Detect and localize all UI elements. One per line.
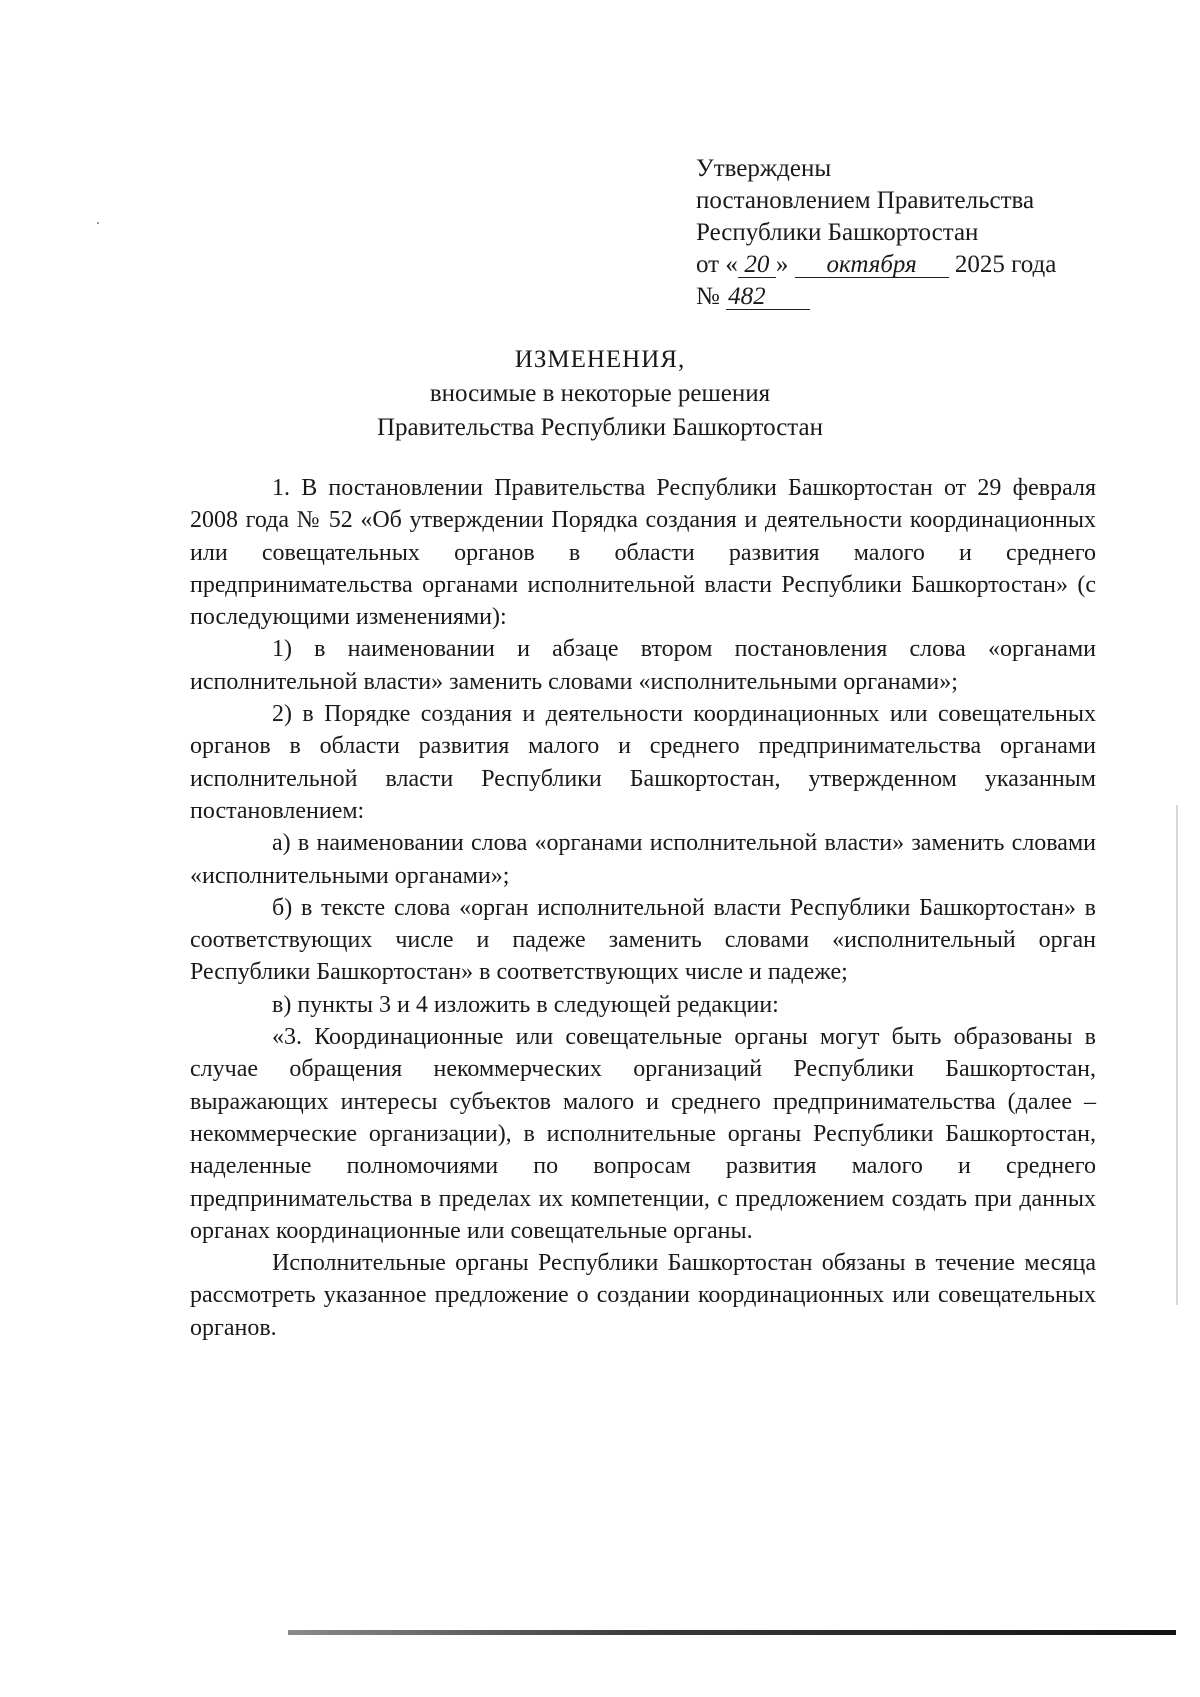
date-year: 2025 года bbox=[954, 251, 1057, 278]
document-subtitle-2: Правительства Республики Башкортостан bbox=[376, 414, 823, 441]
paragraph-item-1: 1. В постановлении Правительства Республики Башкортостан от 29 февраля 2008 года № 52 «Об утверждении Порядка создания и деятельности координационных или совещательных органов в области развития малого и среднего предпринимательства органами исполнительной власти Республики Башкортостан» (с последующими изменениями): bbox=[190, 475, 1096, 631]
approval-stamp bbox=[696, 153, 1056, 313]
paragraph-point-3-continued: Исполнительные органы Республики Башкортостан обязаны в течение месяца рассмотреть указанное предложение о создании координационных или совещательных органов. bbox=[190, 1250, 1096, 1341]
document-title: ИЗМЕНЕНИЯ, bbox=[514, 346, 686, 373]
approval-number-line bbox=[696, 281, 1056, 313]
paragraph-subitem-b: б) в тексте слова «орган исполнительной власти Республики Башкортостан» в соответствующих числе и падеже заменить словами «исполнительный орган Республики Башкортостан» в соответствующих числе и падеже; bbox=[190, 894, 1096, 986]
approval-line-approved: Утверждены bbox=[696, 155, 832, 182]
scan-edge-line bbox=[288, 1630, 1176, 1635]
resolution-number-handwritten: 482 bbox=[726, 285, 810, 310]
document-heading bbox=[0, 343, 1200, 445]
date-day-close: » bbox=[775, 251, 789, 278]
date-month-handwritten: октября bbox=[795, 253, 949, 278]
document-body bbox=[190, 472, 1096, 1344]
approval-line-resolution: постановлением Правительства bbox=[696, 187, 1035, 214]
paragraph-subitem-a: а) в наименовании слова «органами исполнительной власти» заменить словами «исполнительными органами»; bbox=[190, 830, 1096, 889]
approval-date-line bbox=[696, 249, 1056, 281]
document-subtitle-1: вносимые в некоторые решения bbox=[429, 380, 771, 407]
scan-speck bbox=[97, 222, 99, 224]
paragraph-subitem-2: 2) в Порядке создания и деятельности координационных или совещательных органов в области развития малого и среднего предпринимательства органами исполнительной власти Республики Башкортостан, утвержденном указанным постановлением: bbox=[190, 701, 1096, 824]
paragraph-point-3: «3. Координационные или совещательные органы могут быть образованы в случае обращения некоммерческих организаций Республики Башкортостан, выражающих интересы субъектов малого и среднего предпринимательства (далее – некоммерческие организации), в исполнительные органы Республики Башкортостан, наделенные полномочиями по вопросам развития малого и среднего предпринимательства в пределах их компетенции, с предложением создать при данных органах координационные или совещательные органы. bbox=[190, 1024, 1096, 1244]
scan-side-shadow bbox=[1176, 805, 1178, 1305]
date-prefix: от « bbox=[696, 251, 738, 278]
number-prefix: № bbox=[696, 283, 720, 310]
paragraph-subitem-1: 1) в наименовании и абзаце втором постановления слова «органами исполнительной власти» заменить словами «исполнительными органами»; bbox=[190, 636, 1096, 695]
approval-line-republic: Республики Башкортостан bbox=[696, 219, 979, 246]
date-day-handwritten: 20 bbox=[738, 253, 776, 278]
paragraph-subitem-v: в) пункты 3 и 4 изложить в следующей редакции: bbox=[272, 991, 779, 1018]
